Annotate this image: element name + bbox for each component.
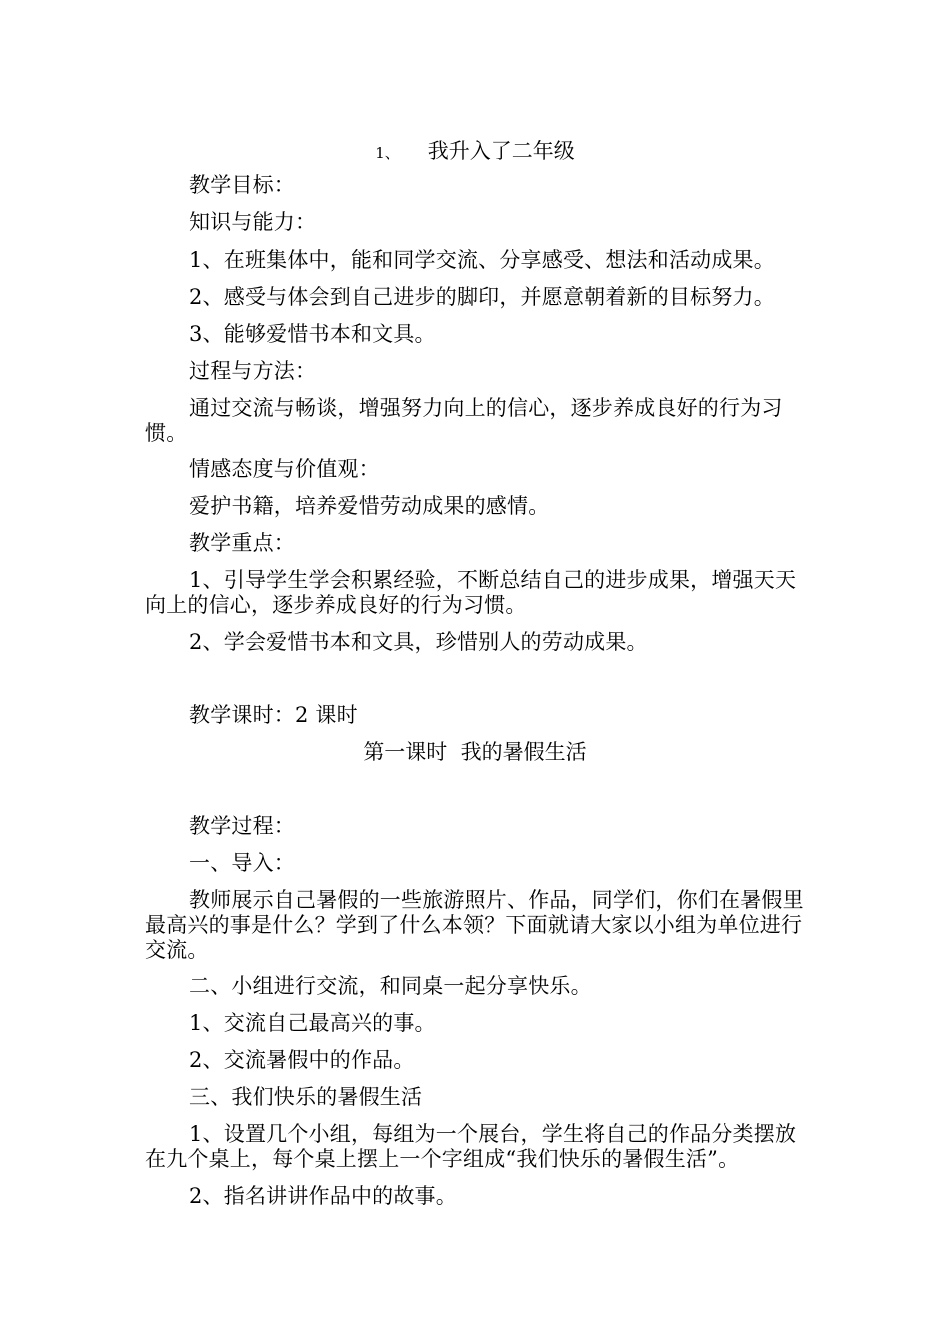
paragraph-exchange-1: 1、交流自己最高兴的事。 bbox=[189, 1011, 436, 1035]
paragraph-attitude: 情感态度与价值观： bbox=[189, 457, 380, 481]
paragraph-goal-2: 2、感受与体会到自己进步的脚印，并愿意朝着新的目标努力。 bbox=[189, 285, 775, 309]
paragraph-key-point-2: 2、学会爱惜书本和文具，珍惜别人的劳动成果。 bbox=[189, 630, 648, 654]
paragraph-process-text: 通过交流与畅谈，增强努力向上的信心，逐步养成良好的行为习惯。 bbox=[145, 396, 783, 445]
paragraph-goal-1: 1、在班集体中，能和同学交流、分享感受、想法和活动成果。 bbox=[189, 248, 775, 272]
paragraph-summer-1: 1、设置几个小组，每组为一个展台，学生将自己的作品分类摆放在九个桌上，每个桌上摆上一个字组成“我们快乐的暑假生活”。 bbox=[145, 1122, 797, 1171]
paragraph-summer-life: 三、我们快乐的暑假生活 bbox=[189, 1085, 423, 1109]
paragraph-goal-3: 3、能够爱惜书本和文具。 bbox=[189, 322, 436, 346]
paragraph-teaching-goals: 教学目标： bbox=[189, 173, 295, 197]
paragraph-teaching-process: 教学过程： bbox=[189, 814, 295, 838]
paragraph-intro-text: 教师展示自己暑假的一些旅游照片、作品，同学们，你们在暑假里最高兴的事是什么？学到了什么本领？下面就请大家以小组为单位进行交流。 bbox=[145, 888, 804, 962]
paragraph-attitude-text: 爱护书籍，培养爱惜劳动成果的感情。 bbox=[189, 494, 550, 518]
section-title: 第一课时 我的暑假生活 bbox=[363, 740, 587, 764]
paragraph-summer-2: 2、指名讲讲作品中的故事。 bbox=[189, 1184, 457, 1208]
paragraph-group-exchange: 二、小组进行交流，和同桌一起分享快乐。 bbox=[189, 974, 592, 998]
paragraph-key-points: 教学重点： bbox=[189, 531, 295, 555]
document-title bbox=[0, 138, 950, 166]
paragraph-class-hours: 教学课时：2 课时 bbox=[189, 703, 358, 727]
title-number: 1、 bbox=[375, 144, 400, 162]
paragraph-process-method: 过程与方法： bbox=[189, 359, 317, 383]
paragraph-exchange-2: 2、交流暑假中的作品。 bbox=[189, 1048, 415, 1072]
paragraph-intro: 一、导入： bbox=[189, 851, 295, 875]
title-text: 我升入了二年级 bbox=[427, 139, 575, 163]
paragraph-knowledge-ability: 知识与能力： bbox=[189, 210, 317, 234]
paragraph-key-point-1: 1、引导学生学会积累经验，不断总结自己的进步成果，增强天天向上的信心，逐步养成良好的行为习惯。 bbox=[145, 568, 797, 617]
